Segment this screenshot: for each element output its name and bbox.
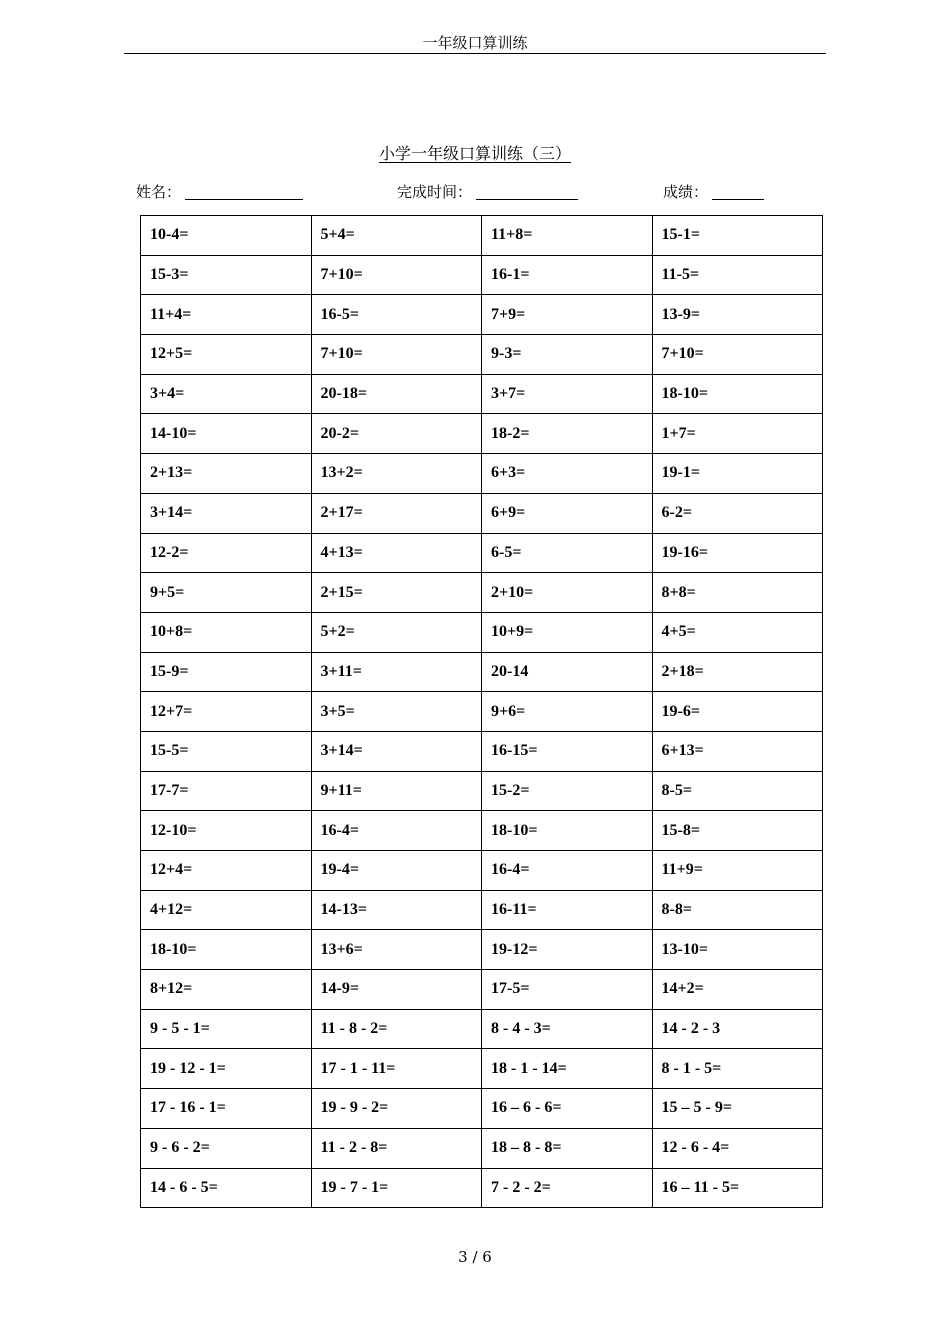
problem-cell: 11+4= [141, 295, 312, 335]
problem-cell: 20-14 [482, 652, 653, 692]
table-row [141, 731, 823, 771]
problem-cell: 14-13= [311, 890, 482, 930]
problem-cell: 19-12= [482, 930, 653, 970]
table-row [141, 493, 823, 533]
problem-cell: 13-10= [652, 930, 823, 970]
problem-cell: 8+8= [652, 573, 823, 613]
table-row [141, 1168, 823, 1208]
score-blank[interactable] [712, 182, 764, 200]
problem-cell: 11-5= [652, 255, 823, 295]
problem-cell: 8-5= [652, 771, 823, 811]
time-blank[interactable] [476, 182, 578, 200]
problem-cell: 17-5= [482, 970, 653, 1010]
table-row [141, 1049, 823, 1089]
problem-cell: 2+10= [482, 573, 653, 613]
problem-cell: 3+7= [482, 374, 653, 414]
problem-cell: 11 - 2 - 8= [311, 1128, 482, 1168]
table-row [141, 335, 823, 375]
table-row [141, 851, 823, 891]
problem-cell: 1+7= [652, 414, 823, 454]
table-row [141, 1089, 823, 1129]
problem-cell: 20-2= [311, 414, 482, 454]
table-row [141, 970, 823, 1010]
problem-cell: 16-11= [482, 890, 653, 930]
problem-cell: 10-4= [141, 216, 312, 256]
problem-cell: 16-5= [311, 295, 482, 335]
table-row [141, 374, 823, 414]
time-field [397, 182, 578, 202]
problem-cell: 14+2= [652, 970, 823, 1010]
problem-cell: 14 - 6 - 5= [141, 1168, 312, 1208]
problem-cell: 17 - 16 - 1= [141, 1089, 312, 1129]
table-row [141, 454, 823, 494]
problem-cell: 8-8= [652, 890, 823, 930]
problem-cell: 20-18= [311, 374, 482, 414]
problem-cell: 4+13= [311, 533, 482, 573]
problem-cell: 19 - 9 - 2= [311, 1089, 482, 1129]
problem-cell: 13+2= [311, 454, 482, 494]
problem-cell: 3+14= [311, 731, 482, 771]
problem-cell: 18-10= [141, 930, 312, 970]
problem-cell: 2+15= [311, 573, 482, 613]
problem-cell: 7+10= [652, 335, 823, 375]
problem-cell: 5+4= [311, 216, 482, 256]
problem-table-body [141, 216, 823, 1208]
problem-table [140, 215, 823, 1208]
problem-cell: 18-10= [652, 374, 823, 414]
table-row [141, 652, 823, 692]
problem-cell: 12+5= [141, 335, 312, 375]
problem-cell: 15 – 5 - 9= [652, 1089, 823, 1129]
page-title-text: 小学一年级口算训练（三） [378, 144, 571, 163]
problem-cell: 2+17= [311, 493, 482, 533]
time-label: 完成时间： [397, 183, 473, 201]
problem-cell: 13+6= [311, 930, 482, 970]
problem-cell: 18-2= [482, 414, 653, 454]
problem-cell: 11+9= [652, 851, 823, 891]
problem-cell: 19-4= [311, 851, 482, 891]
problem-cell: 12+4= [141, 851, 312, 891]
name-blank[interactable] [185, 182, 303, 200]
problem-cell: 15-2= [482, 771, 653, 811]
problem-cell: 6+3= [482, 454, 653, 494]
problem-cell: 9+11= [311, 771, 482, 811]
table-row [141, 890, 823, 930]
table-row [141, 216, 823, 256]
table-row [141, 1009, 823, 1049]
table-row [141, 771, 823, 811]
problem-cell: 6-2= [652, 493, 823, 533]
problem-cell: 10+9= [482, 612, 653, 652]
score-label: 成绩： [663, 183, 709, 201]
problem-cell: 3+14= [141, 493, 312, 533]
problem-cell: 16 – 6 - 6= [482, 1089, 653, 1129]
table-row [141, 533, 823, 573]
problem-cell: 19 - 7 - 1= [311, 1168, 482, 1208]
problem-cell: 7+10= [311, 335, 482, 375]
problem-cell: 8+12= [141, 970, 312, 1010]
problem-cell: 2+13= [141, 454, 312, 494]
page-number: 3 / 6 [458, 1248, 492, 1266]
problem-cell: 17-7= [141, 771, 312, 811]
problem-cell: 5+2= [311, 612, 482, 652]
problem-cell: 18 – 8 - 8= [482, 1128, 653, 1168]
problem-cell: 16-15= [482, 731, 653, 771]
problem-cell: 2+18= [652, 652, 823, 692]
problem-cell: 14 - 2 - 3 [652, 1009, 823, 1049]
problem-cell: 13-9= [652, 295, 823, 335]
problem-cell: 12 - 6 - 4= [652, 1128, 823, 1168]
problem-cell: 7+10= [311, 255, 482, 295]
problem-cell: 17 - 1 - 11= [311, 1049, 482, 1089]
problem-cell: 12+7= [141, 692, 312, 732]
problem-cell: 18-10= [482, 811, 653, 851]
running-header: 一年级口算训练 [124, 33, 826, 54]
problem-cell: 15-9= [141, 652, 312, 692]
score-field [663, 182, 764, 202]
table-row [141, 414, 823, 454]
table-row [141, 1128, 823, 1168]
problem-cell: 3+4= [141, 374, 312, 414]
name-label: 姓名： [136, 183, 182, 201]
problem-cell: 16-4= [482, 851, 653, 891]
name-field [136, 182, 303, 202]
problem-cell: 4+5= [652, 612, 823, 652]
problem-cell: 6+9= [482, 493, 653, 533]
problem-cell: 3+5= [311, 692, 482, 732]
problem-cell: 16-1= [482, 255, 653, 295]
problem-cell: 6-5= [482, 533, 653, 573]
problem-cell: 11 - 8 - 2= [311, 1009, 482, 1049]
problem-cell: 9+5= [141, 573, 312, 613]
problem-cell: 19-16= [652, 533, 823, 573]
problem-cell: 8 - 1 - 5= [652, 1049, 823, 1089]
problem-cell: 9 - 6 - 2= [141, 1128, 312, 1168]
problem-cell: 15-3= [141, 255, 312, 295]
problem-cell: 19-6= [652, 692, 823, 732]
problem-cell: 14-9= [311, 970, 482, 1010]
page-title [0, 144, 950, 164]
problem-cell: 9+6= [482, 692, 653, 732]
problem-cell: 15-1= [652, 216, 823, 256]
problem-cell: 10+8= [141, 612, 312, 652]
problem-cell: 15-8= [652, 811, 823, 851]
problem-cell: 12-10= [141, 811, 312, 851]
problem-cell: 14-10= [141, 414, 312, 454]
problem-cell: 6+13= [652, 731, 823, 771]
problem-cell: 7+9= [482, 295, 653, 335]
problem-cell: 16 – 11 - 5= [652, 1168, 823, 1208]
problem-cell: 7 - 2 - 2= [482, 1168, 653, 1208]
problem-cell: 18 - 1 - 14= [482, 1049, 653, 1089]
problem-cell: 9 - 5 - 1= [141, 1009, 312, 1049]
table-row [141, 295, 823, 335]
problem-cell: 9-3= [482, 335, 653, 375]
problem-cell: 16-4= [311, 811, 482, 851]
table-row [141, 255, 823, 295]
problem-cell: 19-1= [652, 454, 823, 494]
table-row [141, 573, 823, 613]
problem-cell: 19 - 12 - 1= [141, 1049, 312, 1089]
problem-cell: 3+11= [311, 652, 482, 692]
problem-cell: 11+8= [482, 216, 653, 256]
problem-cell: 4+12= [141, 890, 312, 930]
problem-cell: 12-2= [141, 533, 312, 573]
problem-cell: 15-5= [141, 731, 312, 771]
table-row [141, 692, 823, 732]
table-row [141, 612, 823, 652]
table-row [141, 811, 823, 851]
problem-cell: 8 - 4 - 3= [482, 1009, 653, 1049]
table-row [141, 930, 823, 970]
